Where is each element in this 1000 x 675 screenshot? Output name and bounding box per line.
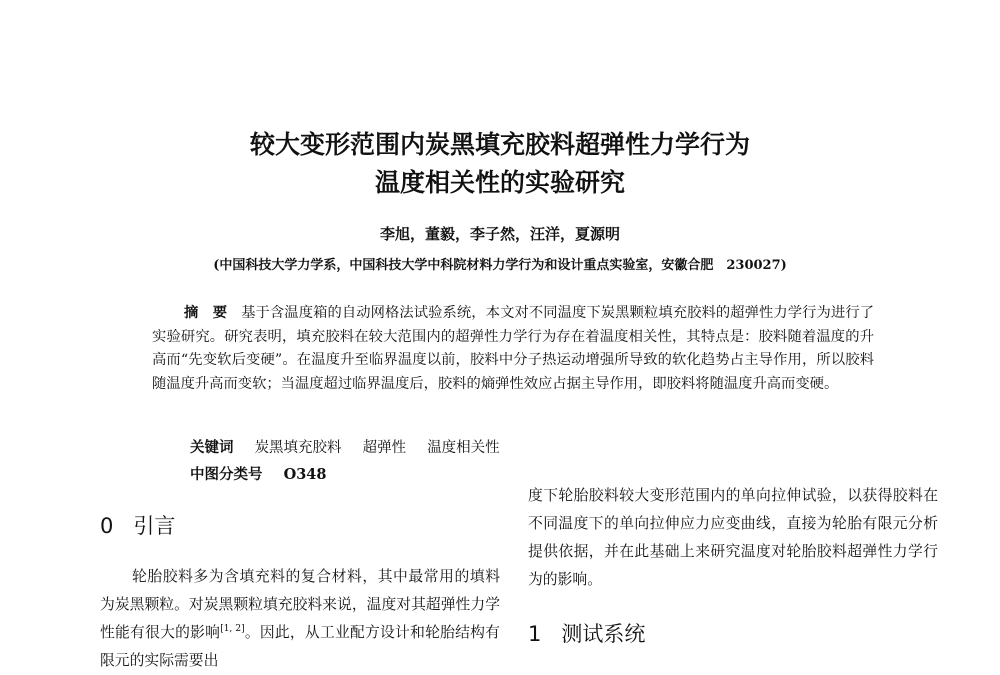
body-column-right: [528, 482, 938, 594]
section-number: 0: [100, 514, 114, 538]
classification-row: [190, 463, 326, 484]
affiliation: (中国科技大学力学系，中国科技大学中科院材料力学行为和设计重点实验室，安徽合肥 230027): [213, 258, 787, 273]
section-heading-test-system: [528, 618, 645, 648]
body-paragraph: [100, 563, 500, 675]
keywords-label: 关键词: [190, 439, 234, 456]
body-column-left: [100, 563, 500, 675]
abstract-label: 摘 要: [184, 305, 228, 321]
paragraph-text: 轮胎胶料多为含填充料的复合材料，其中最常用的填料为炭黑颗粒。对炭黑颗粒填充胶料来说，温度对其超弹性力学性能有很大的影响: [100, 568, 500, 641]
keyword-item: 超弹性: [362, 440, 407, 456]
abstract: [152, 302, 874, 396]
paper-title-line-2: 温度相关性的实验研究: [374, 168, 625, 197]
paragraph-text: 。因此，从工业配方设计和轮胎结构有限元的实际需要出: [100, 624, 500, 669]
keywords-row: [190, 436, 516, 457]
section-title: 测试系统: [561, 622, 646, 646]
keyword-item: 炭黑填充胶料: [254, 440, 342, 456]
section-heading-introduction: [100, 510, 175, 540]
classification-label: 中图分类号: [190, 466, 263, 483]
citation-ref: [1, 2]: [220, 624, 245, 635]
body-paragraph: 度下轮胎胶料较大变形范围内的单向拉伸试验，以获得胶料在不同温度下的单向拉伸应力应变曲线，直接为轮胎有限元分析提供依据，并在此基础上来研究温度对轮胎胶料超弹性力学行为的影响。: [528, 487, 938, 588]
paper-title-line-1: 较大变形范围内炭黑填充胶料超弹性力学行为: [249, 130, 750, 159]
abstract-text: 基于含温度箱的自动网格法试验系统，本文对不同温度下炭黑颗粒填充胶料的超弹性力学行为进行了实验研究。研究表明，填充胶料在较大范围内的超弹性力学行为存在着温度相关性，其特点是：胶料随着温度的升高而“先变软后变硬”。在温度升至临界温度以前，胶料中分子热运动增强所导致的软化趋势占主导作用，所以胶料随温度升高而变软；当温度超过临界温度后，胶料的熵弹性效应占据主导作用，即胶料将随温度升高而变硬。: [152, 305, 874, 392]
keyword-item: 温度相关性: [427, 440, 500, 456]
section-number: 1: [528, 622, 542, 646]
author-list: 李旭，董毅，李子然，汪洋，夏源明: [379, 225, 620, 243]
section-title: 引言: [133, 514, 176, 538]
classification-code: O348: [283, 466, 327, 483]
